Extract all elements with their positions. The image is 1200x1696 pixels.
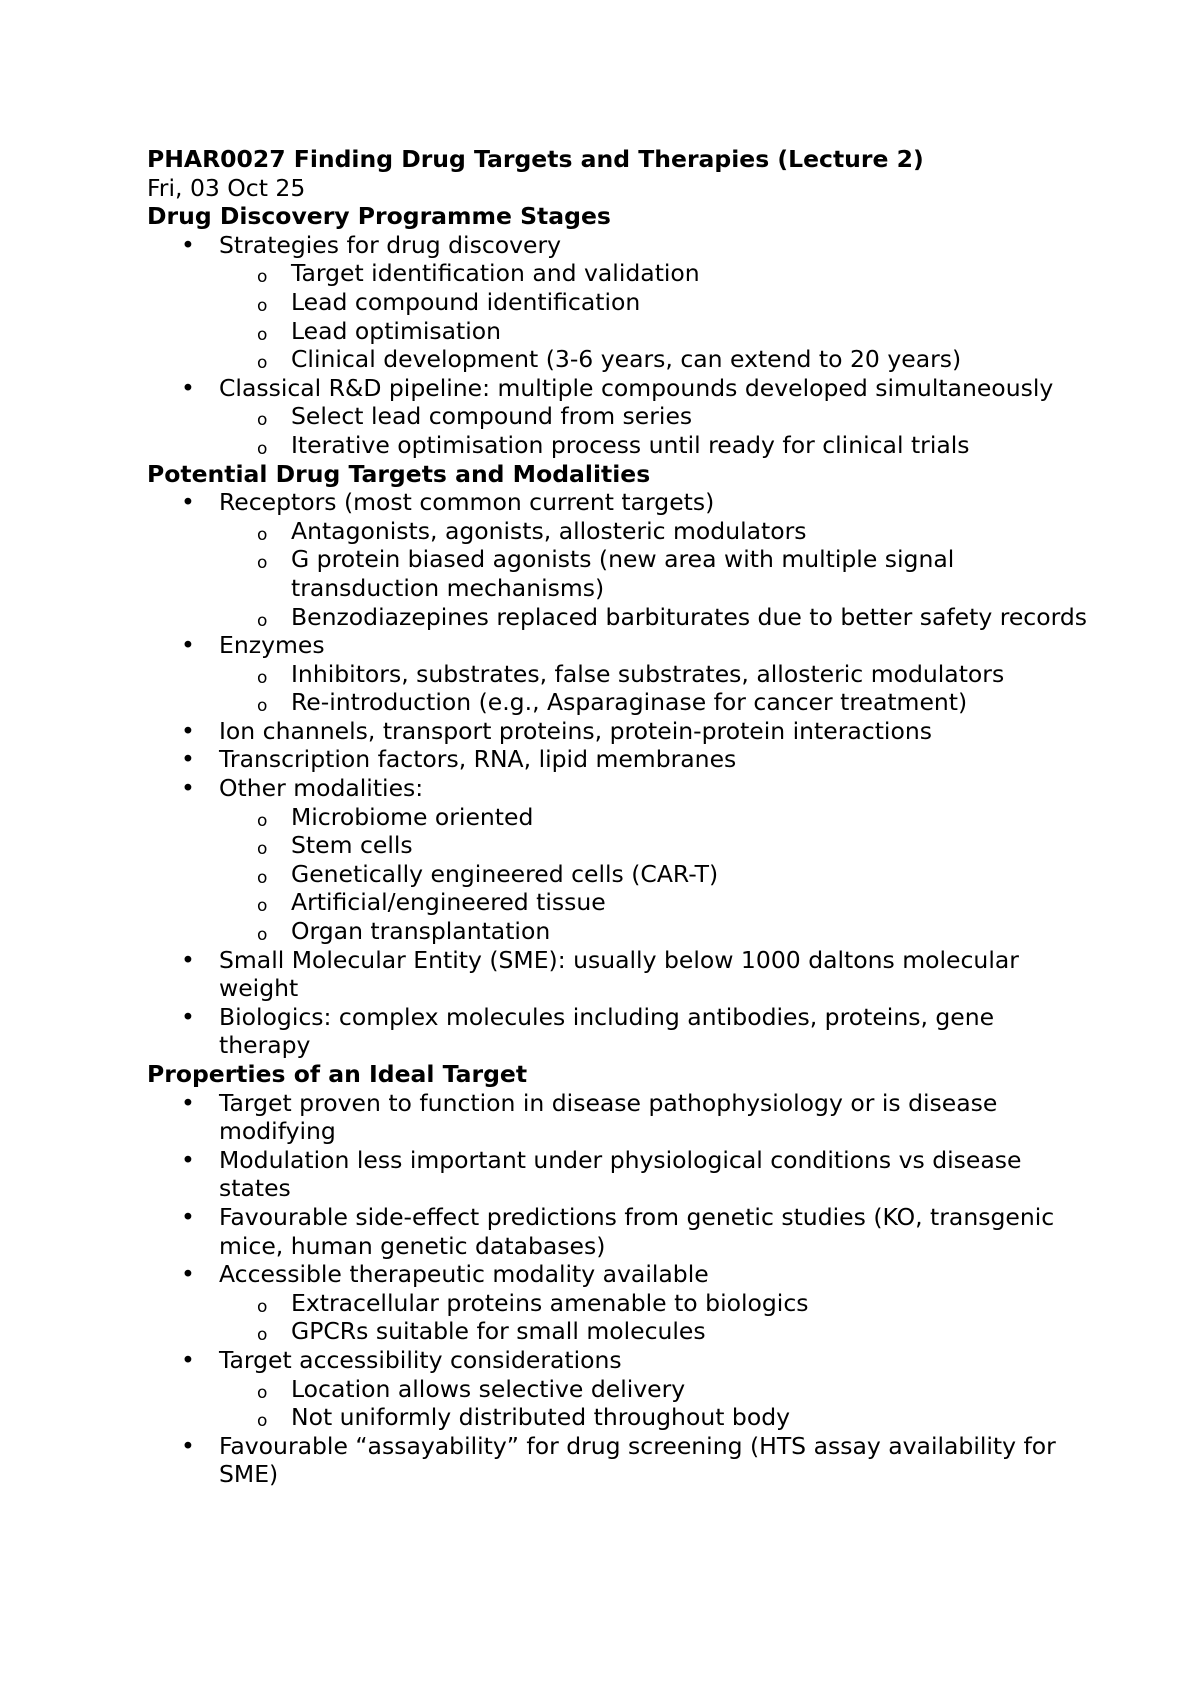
bullet-item xyxy=(147,946,1087,1003)
sub-bullet-item: o Benzodiazepines replaced barbiturates due to better safety records xyxy=(219,603,1087,632)
document-title: PHAR0027 Finding Drug Targets and Therapies (Lecture 2) xyxy=(147,145,924,173)
bullet-text: Enzymes xyxy=(219,631,325,660)
bullet-text: Biologics: complex molecules including antibodies, proteins, gene therapy xyxy=(219,1002,995,1060)
sub-bullet-item: o Target identification and validation xyxy=(219,259,1087,288)
bullet-item xyxy=(147,374,1087,460)
section-heading: Potential Drug Targets and Modalities xyxy=(147,459,651,488)
sub-bullet-item: o Genetically engineered cells (CAR-T) xyxy=(219,860,1087,889)
sub-bullet-item: o Microbiome oriented xyxy=(219,803,1087,832)
document-page xyxy=(147,145,1087,1489)
bullet-item xyxy=(147,488,1087,631)
sub-bullet-item: o Clinical development (3-6 years, can extend to 20 years) xyxy=(219,345,1087,374)
bullet-list xyxy=(147,231,1087,460)
sub-bullet-item: o Extracellular proteins amenable to biologics xyxy=(219,1289,1087,1318)
bullet-item xyxy=(147,1146,1087,1203)
bullet-text: Target proven to function in disease pathophysiology or is disease modifying xyxy=(219,1088,998,1146)
document-body xyxy=(147,202,1087,1489)
sub-bullet-list xyxy=(219,517,1087,631)
bullet-list xyxy=(147,488,1087,1060)
bullet-text: Ion channels, transport proteins, protein-protein interactions xyxy=(219,716,932,745)
bullet-text: Accessible therapeutic modality available xyxy=(219,1260,709,1289)
section-heading: Drug Discovery Programme Stages xyxy=(147,202,611,231)
sub-bullet-list xyxy=(219,660,1087,717)
sub-bullet-item: o Antagonists, agonists, allosteric modulators xyxy=(219,517,1087,546)
sub-bullet-list xyxy=(219,402,1087,459)
bullet-item xyxy=(147,774,1087,946)
bullet-item xyxy=(147,1346,1087,1432)
sub-bullet-item: o Stem cells xyxy=(219,831,1087,860)
bullet-text: Receptors (most common current targets) xyxy=(219,488,715,517)
bullet-item xyxy=(147,231,1087,374)
sub-bullet-list xyxy=(219,1289,1087,1346)
bullet-item xyxy=(147,717,1087,746)
sub-bullet-item: o G protein biased agonists (new area with multiple signal transduction mechanisms) xyxy=(219,545,1087,602)
bullet-item xyxy=(147,631,1087,717)
bullet-text: Small Molecular Entity (SME): usually below 1000 daltons molecular weight xyxy=(219,945,1019,1003)
section-heading: Properties of an Ideal Target xyxy=(147,1060,528,1088)
bullet-text: Transcription factors, RNA, lipid membranes xyxy=(219,745,737,774)
bullet-text: Other modalities: xyxy=(219,774,424,803)
bullet-list xyxy=(147,1089,1087,1489)
sub-bullet-list xyxy=(219,803,1087,946)
bullet-text: Modulation less important under physiological conditions vs disease states xyxy=(219,1145,1022,1203)
sub-bullet-item: o Lead optimisation xyxy=(219,317,1087,346)
bullet-item xyxy=(147,745,1087,774)
sub-bullet-item: o Location allows selective delivery xyxy=(219,1375,1087,1404)
sub-bullet-list xyxy=(219,1375,1087,1432)
document-date: Fri, 03 Oct 25 xyxy=(147,173,306,202)
sub-bullet-item: o Inhibitors, substrates, false substrates, allosteric modulators xyxy=(219,660,1087,689)
bullet-text: Target accessibility considerations xyxy=(219,1345,622,1374)
sub-bullet-item: o Lead compound identification xyxy=(219,288,1087,317)
bullet-text: Classical R&D pipeline: multiple compounds developed simultaneously xyxy=(219,373,1054,402)
bullet-item xyxy=(147,1003,1087,1060)
bullet-item xyxy=(147,1203,1087,1260)
sub-bullet-item: o Not uniformly distributed throughout body xyxy=(219,1403,1087,1432)
sub-bullet-item: o Select lead compound from series xyxy=(219,402,1087,431)
sub-bullet-item: o Re-introduction (e.g., Asparaginase for cancer treatment) xyxy=(219,688,1087,717)
bullet-item xyxy=(147,1260,1087,1346)
sub-bullet-item: o Organ transplantation xyxy=(219,917,1087,946)
sub-bullet-list xyxy=(219,259,1087,373)
bullet-item xyxy=(147,1432,1087,1489)
bullet-text: Favourable side-effect predictions from genetic studies (KO, transgenic mice, human genetic databases) xyxy=(219,1202,1055,1260)
sub-bullet-item: o Iterative optimisation process until ready for clinical trials xyxy=(219,431,1087,460)
bullet-text: Favourable “assayability” for drug screening (HTS assay availability for SME) xyxy=(219,1431,1056,1489)
sub-bullet-item: o GPCRs suitable for small molecules xyxy=(219,1317,1087,1346)
bullet-item xyxy=(147,1089,1087,1146)
bullet-text: Strategies for drug discovery xyxy=(219,230,562,259)
sub-bullet-item: o Artificial/engineered tissue xyxy=(219,888,1087,917)
